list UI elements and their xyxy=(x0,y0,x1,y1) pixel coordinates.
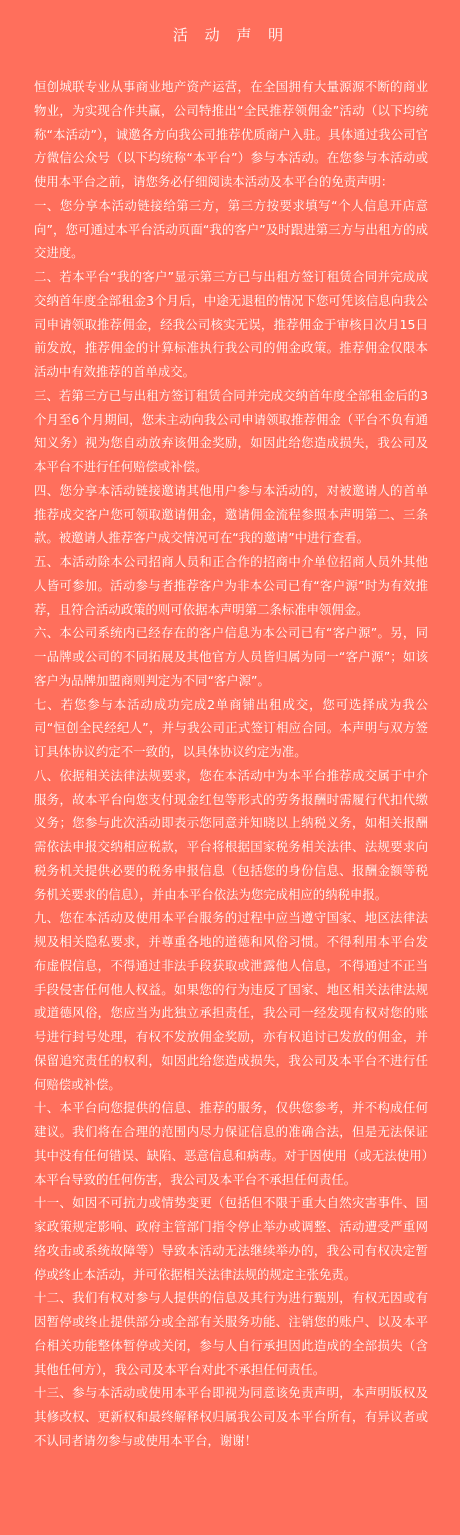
clause-11: 十一、如因不可抗力或情势变更（包括但不限于重大自然灾害事件、国家政策规定影响、政府主管部门指令停止举办或调整、活动遭受严重网络攻击或系统故障等）导致本活动无法继续举办的，我公司有权决定暂停或终止本活动，并可依据相关法律法规的规定主张免责。 xyxy=(34,1195,428,1282)
clause-13: 十三、参与本活动或使用本平台即视为同意该免责声明，本声明版权及其修改权、更新权和最终解释权归属我公司及本平台所有，有异议者或不认同者请勿参与或使用本平台，谢谢！ xyxy=(34,1385,428,1448)
disclaimer-content xyxy=(34,75,428,1453)
clause-10: 十、本平台向您提供的信息、推荐的服务，仅供您参考，并不构成任何建议。我们将在合理的范围内尽力保证信息的准确合法，但是无法保证其中没有任何错误、缺陷、恶意信息和病毒。对于因使用（或无法使用）本平台导致的任何伤害，我公司及本平台不承担任何责任。 xyxy=(34,1100,428,1187)
clause-8: 八、依据相关法律法规要求，您在本活动中为本平台推荐成交属于中介服务，故本平台向您支付现金红包等形式的劳务报酬时需履行代扣代缴义务；您参与此次活动即表示您同意并知晓以上纳税义务，如相关报酬需依法申报交纳相应税款，平台将根据国家税务相关法律、法规要求向税务机关提供必要的税务申报信息（包括您的身份信息、报酬金额等税务机关要求的信息），并由本平台依法为您完成相应的纳税申报。 xyxy=(34,767,428,902)
clause-4: 四、您分享本活动链接邀请其他用户参与本活动的，对被邀请人的首单推荐成交客户您可领取邀请佣金，邀请佣金流程参照本声明第二、三条款。被邀请人推荐客户成交情况可在“我的邀请”中进行查看。 xyxy=(34,482,428,546)
clause-9: 九、您在本活动及使用本平台服务的过程中应当遵守国家、地区法律法规及相关隐私要求，并尊重各地的道德和风俗习惯。不得利用本平台发布虚假信息，不得通过非法手段获取或泄露他人信息，不得通过不正当手段侵害任何他人权益。如果您的行为违反了国家、地区相关法律法规或道德风俗，您应当为此独立承担责任，我公司一经发现有权对您的账号进行封号处理，有权不发放佣金奖励，亦有权追讨已发放的佣金，并保留追究责任的权利，如因此给您造成损失，我公司及本平台不进行任何赔偿或补偿。 xyxy=(34,910,428,1092)
clause-1: 一、您分享本活动链接给第三方，第三方按要求填写“个人信息开店意向”，您可通过本平台活动页面“我的客户”及时跟进第三方与出租方的成交进度。 xyxy=(34,197,428,261)
clause-12: 十二、我们有权对参与人提供的信息及其行为进行甄别，有权无因或有因暂停或终止提供部分或全部有关服务功能、注销您的账户、以及本平台相关功能整体暂停或关闭，参与人自行承担因此造成的全部损失（含其他任何方），我公司及本平台对此不承担任何责任。 xyxy=(34,1290,428,1377)
page-title: 活 动 声 明 xyxy=(172,26,290,44)
clause-3: 三、若第三方已与出租方签订租赁合同并完成交纳首年度全部租金后的3个月至6个月期间，您未主动向我公司申请领取推荐佣金（平台不负有通知义务）视为您自动放弃该佣金奖励，如因此给您造成损失，我公司及本平台不进行任何赔偿或补偿。 xyxy=(34,387,428,474)
clause-2: 二、若本平台“我的客户”显示第三方已与出租方签订租赁合同并完成成交纳首年度全部租金3个月后，中途无退租的情况下您可凭该信息向我公司申请领取推荐佣金，经我公司核实无误，推荐佣金于审核日次月15日前发放，推荐佣金的计算标准执行我公司的佣金政策。推荐佣金仅限本活动中有效推荐的首单成交。 xyxy=(34,269,428,379)
clause-5: 五、本活动除本公司招商人员和正合作的招商中介单位招商人员外其他人皆可参加。活动参与者推荐客户为非本公司已有“客户源”时为有效推荐，且符合活动政策的则可依据本声明第二条标准申领佣金。 xyxy=(34,554,428,617)
clause-6: 六、本公司系统内已经存在的客户信息为本公司已有“客户源”。另，同一品牌或公司的不同拓展及其他官方人员皆归属为同一“客户源”；如该客户为品牌加盟商则判定为不同“客户源”。 xyxy=(34,625,428,688)
intro-paragraph: 恒创城联专业从事商业地产资产运营，在全国拥有大量源源不断的商业物业，为实现合作共赢，公司特推出“全民推荐领佣金”活动（以下均统称“本活动”），诚邀各方向我公司推荐优质商户入驻。具体通过我公司官方微信公众号（以下均统称“本平台”）参与本活动。在您参与本活动或使用本平台之前，请您务必仔细阅读本活动及本平台的免责声明： xyxy=(34,79,428,189)
clause-7: 七、若您参与本活动成功完成2单商铺出租成交，您可选择成为我公司“恒创全民经纪人”，并与我公司正式签订相应合同。本声明与双方签订具体协议约定不一致的，以具体协议约定为准。 xyxy=(34,696,428,759)
